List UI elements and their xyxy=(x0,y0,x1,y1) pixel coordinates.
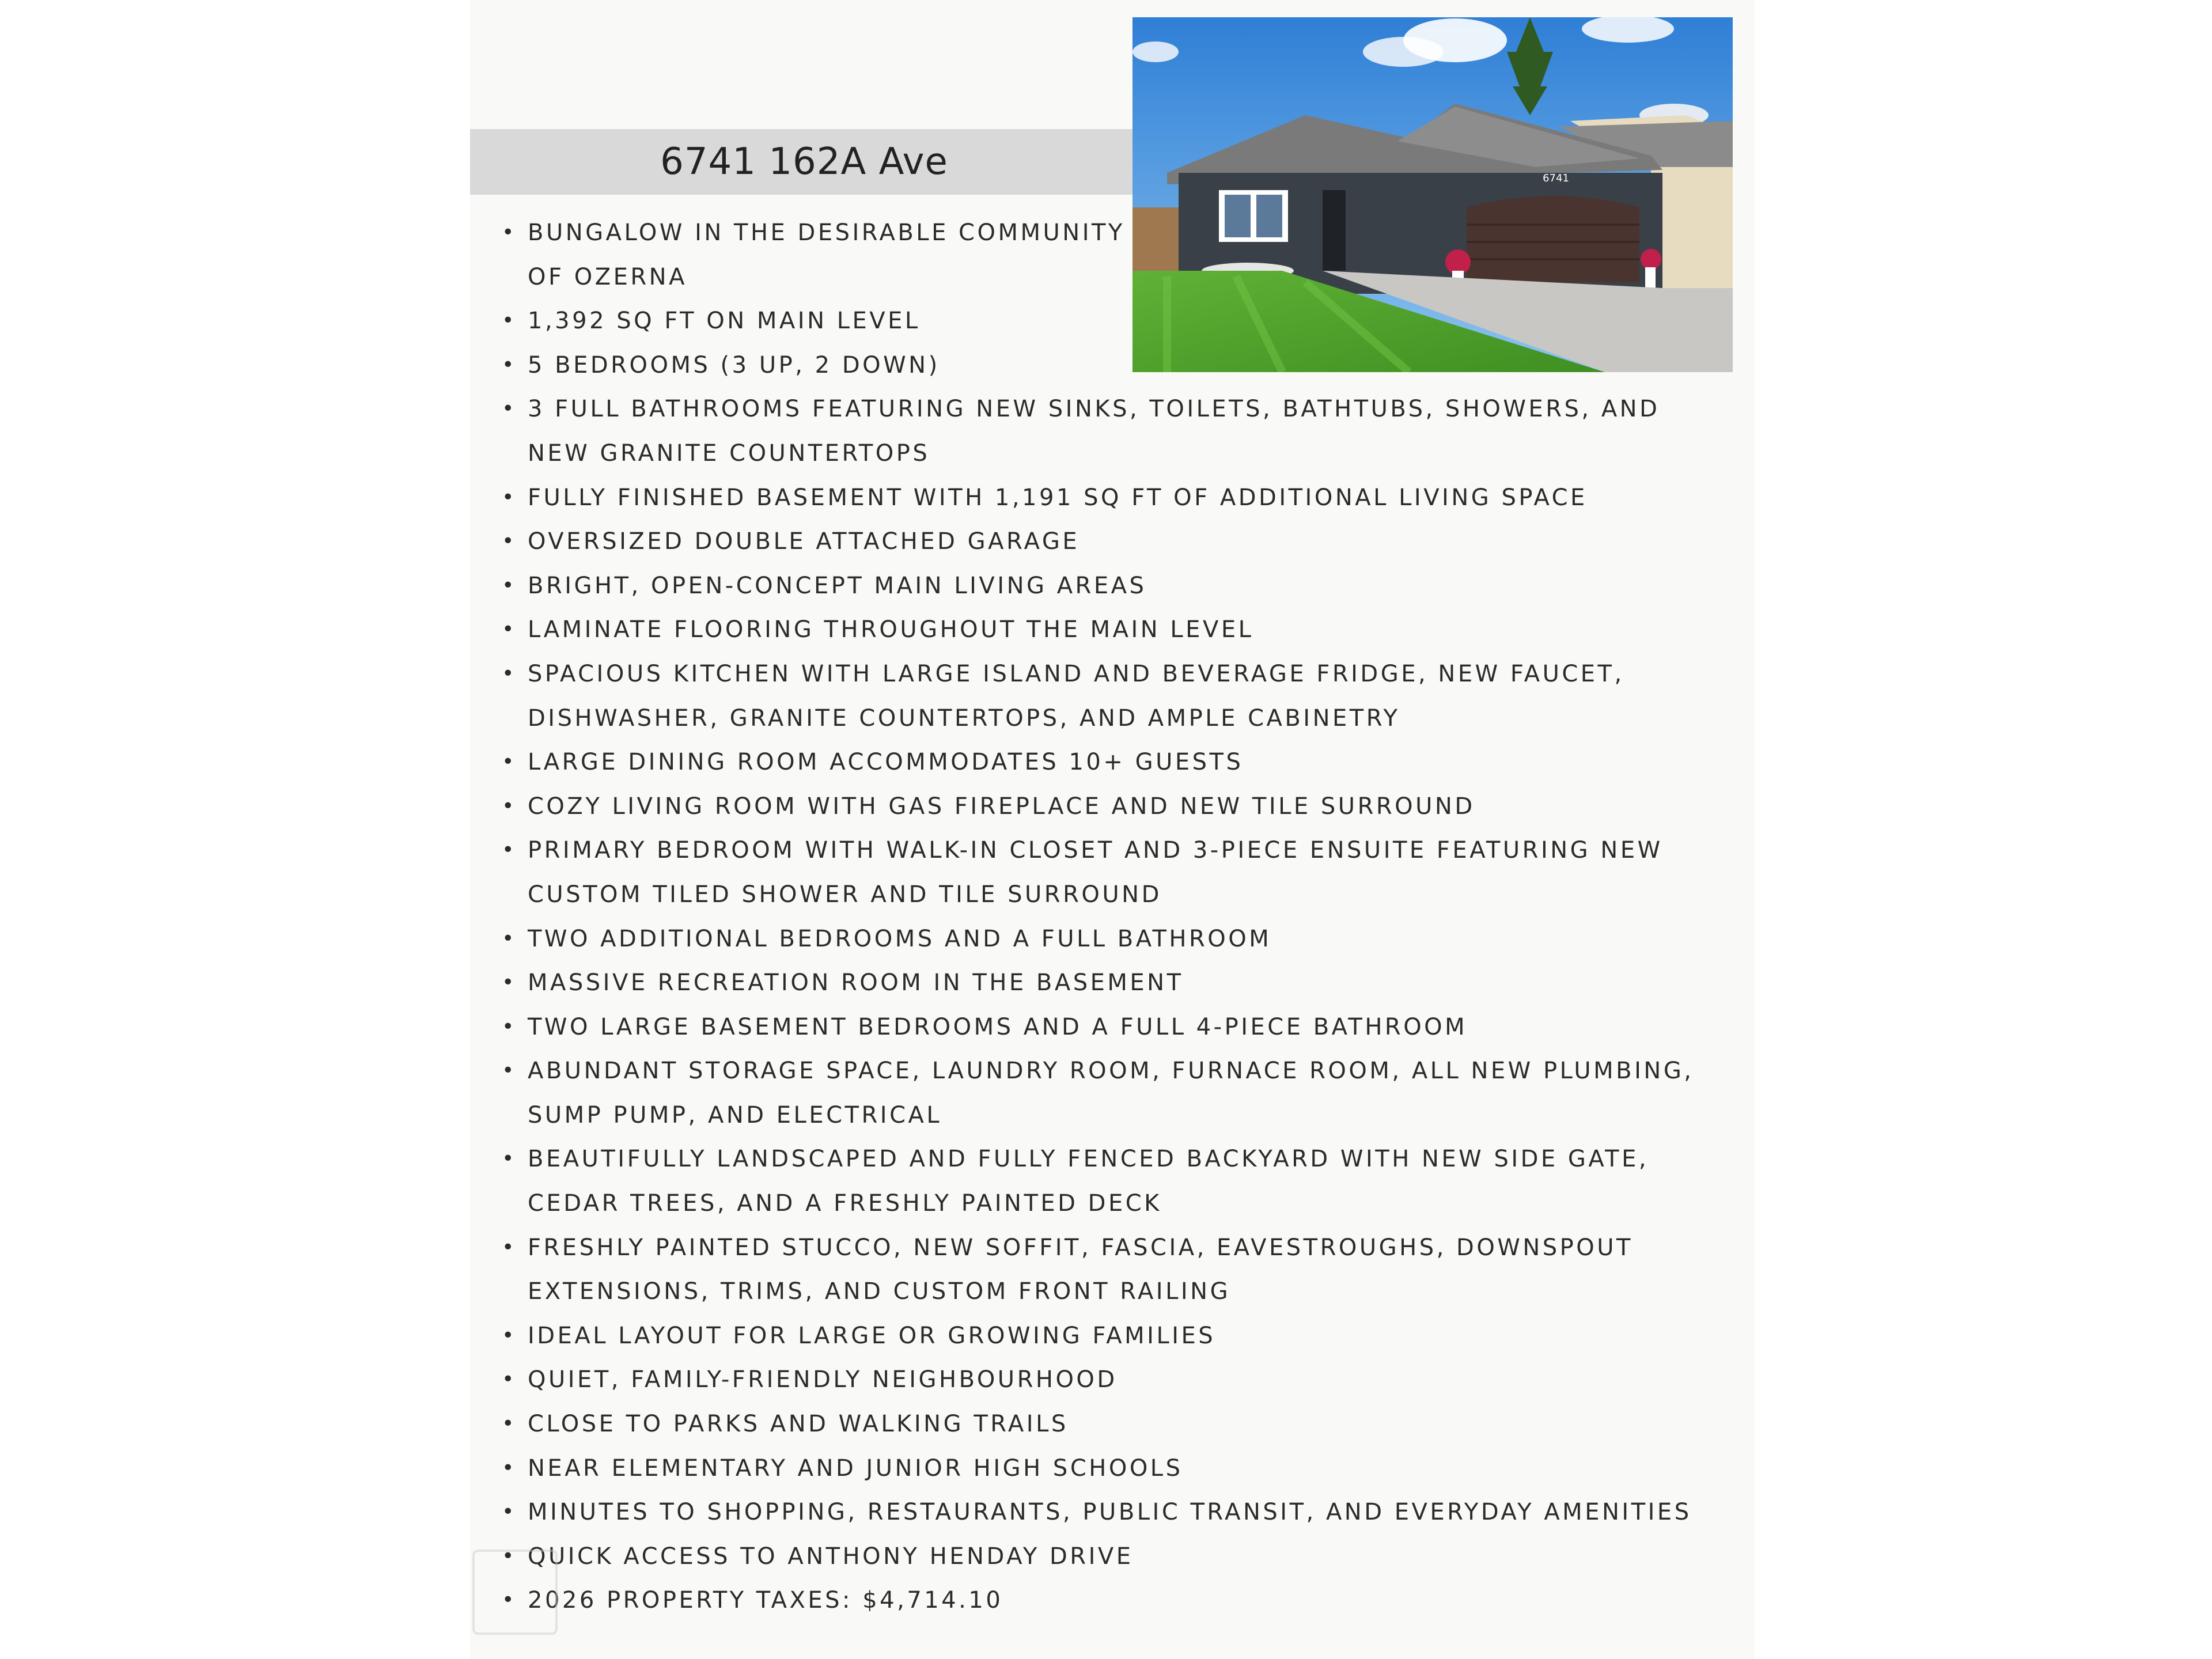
feature-item: • LARGE DINING ROOM ACCOMMODATES 10+ GUESTS xyxy=(498,740,1730,785)
feature-item: • QUICK ACCESS TO ANTHONY HENDAY DRIVE xyxy=(498,1535,1730,1579)
feature-item: • CLOSE TO PARKS AND WALKING TRAILS xyxy=(498,1402,1730,1446)
bullet-icon: • xyxy=(502,838,517,862)
feature-item: • FRESHLY PAINTED STUCCO, NEW SOFFIT, FASCIA, EAVESTROUGHS, DOWNSPOUT EXTENSIONS, TRIMS, AND CUSTOM FRONT RAILING xyxy=(498,1226,1730,1314)
feature-list xyxy=(498,211,1730,1623)
watermark-logo xyxy=(472,1550,558,1635)
property-address-title: 6741 162A Ave xyxy=(660,141,948,183)
bullet-icon: • xyxy=(502,1588,517,1612)
feature-item: • 1,392 SQ FT ON MAIN LEVEL xyxy=(498,299,1730,343)
bullet-icon: • xyxy=(502,573,517,597)
feature-item: • BUNGALOW IN THE DESIRABLE COMMUNITY OF OZERNA xyxy=(498,211,1138,299)
feature-item: • MINUTES TO SHOPPING, RESTAURANTS, PUBLIC TRANSIT, AND EVERYDAY AMENITIES xyxy=(498,1490,1730,1535)
feature-item: • FULLY FINISHED BASEMENT WITH 1,191 SQ FT OF ADDITIONAL LIVING SPACE xyxy=(498,476,1730,520)
feature-item: • QUIET, FAMILY-FRIENDLY NEIGHBOURHOOD xyxy=(498,1358,1730,1402)
feature-item: • COZY LIVING ROOM WITH GAS FIREPLACE AND NEW TILE SURROUND xyxy=(498,785,1730,829)
bullet-icon: • xyxy=(502,353,517,377)
feature-item: • 2026 PROPERTY TAXES: $4,714.10 xyxy=(498,1578,1730,1623)
feature-item: • SPACIOUS KITCHEN WITH LARGE ISLAND AND BEVERAGE FRIDGE, NEW FAUCET, DISHWASHER, GRANITE COUNTERTOPS, AND AMPLE CABINETRY xyxy=(498,652,1730,740)
bullet-icon: • xyxy=(502,1368,517,1392)
bullet-icon: • xyxy=(502,1235,517,1259)
bullet-icon: • xyxy=(502,661,517,685)
bullet-icon: • xyxy=(502,221,517,244)
feature-item: • ABUNDANT STORAGE SPACE, LAUNDRY ROOM, FURNACE ROOM, ALL NEW PLUMBING, SUMP PUMP, AND ELECTRICAL xyxy=(498,1049,1730,1137)
feature-item: • BRIGHT, OPEN-CONCEPT MAIN LIVING AREAS xyxy=(498,564,1730,608)
feature-item: • TWO LARGE BASEMENT BEDROOMS AND A FULL 4-PIECE BATHROOM xyxy=(498,1005,1730,1050)
bullet-icon: • xyxy=(502,1412,517,1436)
feature-item: • IDEAL LAYOUT FOR LARGE OR GROWING FAMILIES xyxy=(498,1314,1730,1358)
feature-item: • MASSIVE RECREATION ROOM IN THE BASEMENT xyxy=(498,961,1730,1005)
feature-item: • BEAUTIFULLY LANDSCAPED AND FULLY FENCED BACKYARD WITH NEW SIDE GATE, CEDAR TREES, AND A FRESHLY PAINTED DECK xyxy=(498,1137,1730,1225)
bullet-icon: • xyxy=(502,529,517,554)
bullet-icon: • xyxy=(502,1014,517,1039)
bullet-icon: • xyxy=(502,1059,517,1083)
bullet-icon: • xyxy=(502,485,517,509)
bullet-icon: • xyxy=(502,750,517,774)
feature-item: • NEAR ELEMENTARY AND JUNIOR HIGH SCHOOLS xyxy=(498,1446,1730,1491)
bullet-icon: • xyxy=(502,1544,517,1568)
bullet-icon: • xyxy=(502,1500,517,1524)
bullet-icon: • xyxy=(502,397,517,421)
bullet-icon: • xyxy=(502,1323,517,1347)
feature-item: • 5 BEDROOMS (3 UP, 2 DOWN) xyxy=(498,343,1730,388)
bullet-icon: • xyxy=(502,926,517,950)
feature-item: • PRIMARY BEDROOM WITH WALK-IN CLOSET AND 3-PIECE ENSUITE FEATURING NEW CUSTOM TILED SHOWER AND TILE SURROUND xyxy=(498,828,1730,916)
bullet-icon: • xyxy=(502,309,517,333)
feature-item: • OVERSIZED DOUBLE ATTACHED GARAGE xyxy=(498,520,1730,564)
feature-item: • LAMINATE FLOORING THROUGHOUT THE MAIN LEVEL xyxy=(498,608,1730,652)
bullet-icon: • xyxy=(502,971,517,995)
bullet-icon: • xyxy=(502,618,517,642)
listing-page xyxy=(470,0,1755,1659)
feature-item: • 3 FULL BATHROOMS FEATURING NEW SINKS, TOILETS, BATHTUBS, SHOWERS, AND NEW GRANITE COUNTERTOPS xyxy=(498,387,1730,475)
bullet-icon: • xyxy=(502,794,517,818)
bullet-icon: • xyxy=(502,1147,517,1171)
bullet-icon: • xyxy=(502,1456,517,1480)
feature-item: • TWO ADDITIONAL BEDROOMS AND A FULL BATHROOM xyxy=(498,917,1730,961)
house-number: 6741 xyxy=(1543,172,1569,184)
